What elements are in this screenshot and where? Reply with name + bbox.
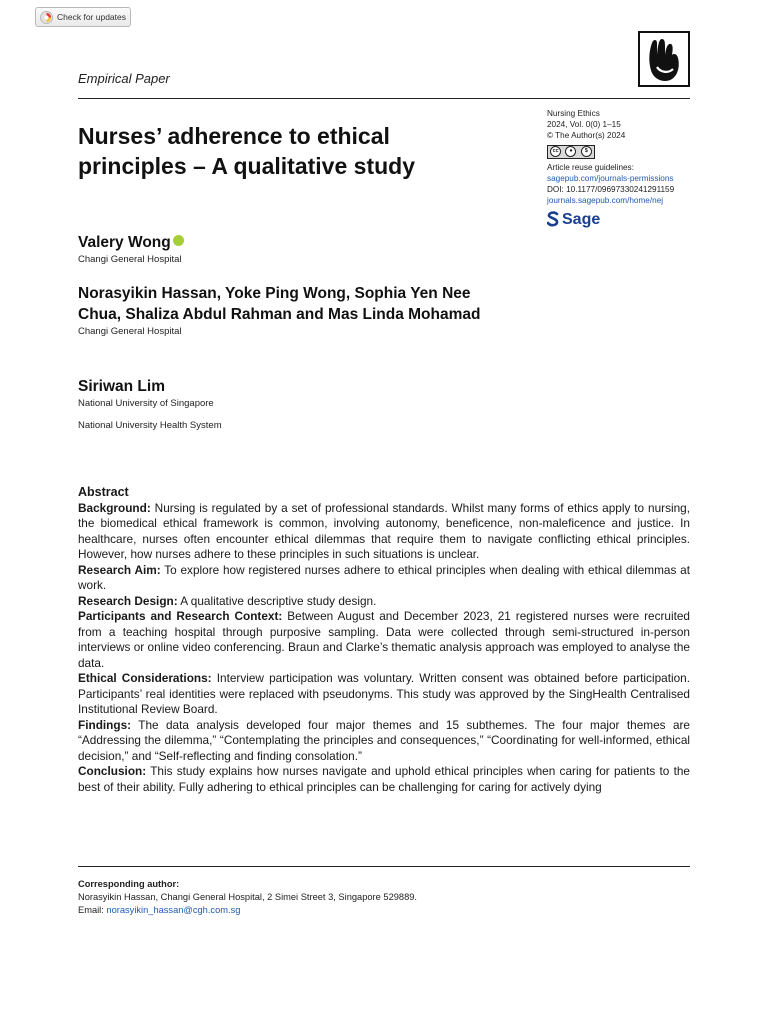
sage-s-icon	[547, 211, 559, 227]
corresponding-address: Norasyikin Hassan, Changi General Hospital, 2 Simei Street 3, Singapore 529889.	[78, 892, 418, 902]
noncommercial-icon: $	[581, 146, 592, 157]
section-text: A qualitative descriptive study design.	[177, 593, 377, 608]
paper-type: Empirical Paper	[78, 71, 170, 86]
section-label: Ethical Considerations:	[78, 671, 212, 685]
section-text: Nursing is regulated by a set of professional standards. Whilst many forms of ethics apply to nursing, the biomedical ethical framework is common, involving autonomy, beneficence, non-maleficence and justice. In healthcare, nurses often encounter ethical dilemmas that require them to navigate conflicting ethical principles. However, how nurses adhere to these principles in such situations is unclear.	[78, 500, 690, 561]
abstract-participants	[78, 609, 690, 671]
author-group-3	[78, 376, 222, 432]
author-names: Valery Wong	[78, 234, 171, 251]
permissions-link[interactable]: sagepub.com/journals-permissions	[547, 173, 674, 183]
author-affiliation: Changi General Hospital	[78, 326, 182, 337]
check-updates-label: Check for updates	[57, 12, 126, 22]
author-group-2	[78, 283, 508, 338]
author-affiliation: National University of Singapore	[78, 398, 214, 409]
raised-hand-logo-icon	[640, 33, 688, 85]
section-label: Research Design:	[78, 593, 178, 608]
orcid-icon[interactable]	[173, 235, 184, 246]
section-text: Between August and December 2023, 21 registered nurses were recruited from a teaching hospital through purposive sampling. Data were collected through semi-structured in-person interviews or online video conferencing. Braun and Clarke’s thematic analysis approach was employed to analyse the data.	[78, 609, 690, 670]
abstract-research-aim	[78, 563, 690, 594]
abstract-background	[78, 501, 690, 563]
check-for-updates-button[interactable]	[35, 7, 131, 27]
author-name	[78, 232, 184, 253]
cc-icon: cc	[550, 146, 561, 157]
header-rule	[78, 98, 690, 99]
section-label: Participants and Research Context:	[78, 609, 283, 623]
footnote-rule	[78, 866, 690, 867]
section-label: Findings:	[78, 717, 132, 732]
author-affiliation: Changi General Hospital	[78, 254, 182, 265]
publisher-logo	[547, 211, 674, 227]
reuse-label: Article reuse guidelines:	[547, 162, 634, 172]
corresponding-email-line	[78, 904, 417, 917]
section-text: The data analysis developed four major themes and 15 subthemes. The four major themes are “Addressing the dilemma,” “Contemplating the principles and consequences,” “Coordinating for well-informed, ethical decision,” and “Self-reflecting and finding consolation.”	[78, 717, 690, 763]
article-title: Nurses’ adherence to ethical principles – A qualitative study	[78, 123, 415, 179]
author-names: Siriwan Lim	[78, 378, 165, 395]
journal-name: Nursing Ethics	[547, 109, 600, 118]
corresponding-author	[78, 878, 417, 917]
email-link[interactable]: norasyikin_hassan@cgh.com.sg	[106, 905, 241, 915]
copyright: © The Author(s) 2024	[547, 131, 626, 141]
author-names: Norasyikin Hassan, Yoke Ping Wong, Sophia Yen Nee Chua, Shaliza Abdul Rahman and Mas Linda Mohamad	[78, 285, 481, 323]
volume-info: 2024, Vol. 0(0) 1–15	[547, 120, 621, 130]
section-label: Research Aim:	[78, 562, 161, 577]
doi[interactable]: DOI: 10.1177/09697330241291159	[547, 185, 675, 195]
abstract-heading: Abstract	[78, 485, 129, 499]
section-label: Background:	[78, 500, 151, 515]
abstract-ethical-considerations	[78, 671, 690, 718]
author-group-1	[78, 232, 184, 266]
creative-commons-badge[interactable]	[547, 145, 595, 159]
abstract	[78, 485, 690, 795]
attribution-icon: ●	[565, 146, 576, 157]
publisher-name: Sage	[562, 210, 601, 228]
abstract-conclusion	[78, 764, 690, 795]
abstract-research-design	[78, 594, 690, 610]
journal-link[interactable]: journals.sagepub.com/home/nej	[547, 196, 664, 206]
article-metadata	[547, 108, 674, 227]
section-text: This study explains how nurses navigate and uphold ethical principles when caring for patients to the best of their ability. Fully adhering to ethical principles can be challenging for caring for actively dying	[78, 764, 690, 794]
author-affiliation: National University Health System	[78, 420, 222, 431]
check-updates-icon	[40, 11, 53, 24]
abstract-findings	[78, 718, 690, 765]
section-text: To explore how registered nurses adhere to ethical principles when dealing with ethical dilemmas at work.	[78, 562, 690, 592]
section-text: Interview participation was voluntary. Written consent was obtained before participation. Participants’ real identities were replaced with pseudonyms. This study was approved by the SingHealth Centralised Institutional Review Board.	[78, 671, 690, 716]
section-label: Conclusion:	[78, 764, 147, 778]
corresponding-heading: Corresponding author:	[78, 879, 180, 889]
journal-logo	[638, 31, 690, 87]
email-label: Email:	[78, 905, 107, 915]
